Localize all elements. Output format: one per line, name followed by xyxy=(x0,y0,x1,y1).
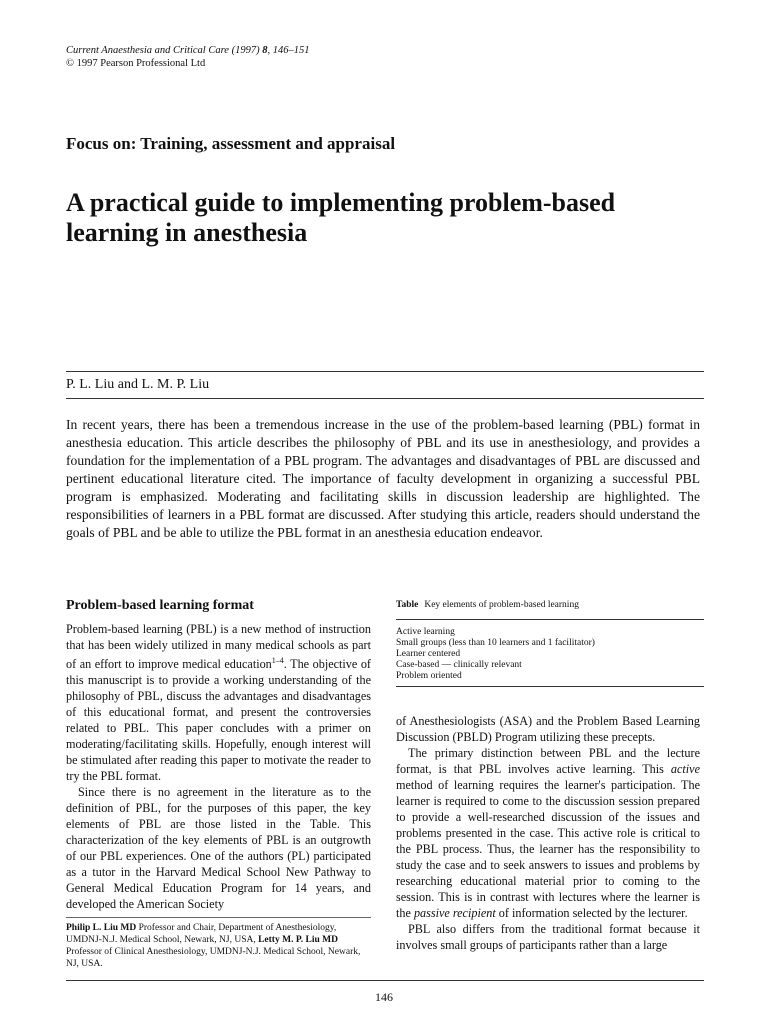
title-line-1: A practical guide to implementing problem-based xyxy=(66,188,616,217)
footnote-author-2: Letty M. P. Liu MD xyxy=(258,935,338,945)
table-row: Small groups (less than 10 learners and 1 facilitator) xyxy=(396,638,595,648)
emphasis-text: active xyxy=(670,762,700,776)
table-rule-bottom xyxy=(396,686,704,687)
journal-pages: , 146–151 xyxy=(267,45,310,56)
emphasis-text: passive recipient xyxy=(413,906,496,920)
journal-name: Current Anaesthesia and Critical Care xyxy=(66,45,229,56)
journal-volume: 8 xyxy=(262,45,268,56)
table-caption xyxy=(396,600,579,610)
table-row: Active learning xyxy=(396,627,455,637)
paragraph-text: . The objective of this manuscript is to provide a working understanding of the philosophy of PBL, discuss the advantages and disadvantages of this educational format, and present the controversies related to PBL. This paper concludes with a primer on moderating/facilitating skills. Hopefully, enough interest will be stimulated after reading this paper to motivate the reader to try the PBL format. xyxy=(66,657,371,784)
paragraph-text: of information selected by the lecturer. xyxy=(495,906,688,920)
author-footnote xyxy=(66,922,371,970)
journal-year: (1997) xyxy=(228,45,263,56)
paragraph-text: The primary distinction between PBL and the lecture format, is that PBL involves active learning. This xyxy=(396,746,700,776)
paragraph xyxy=(66,621,371,784)
table-row: Case-based — clinically relevant xyxy=(396,660,522,670)
page-bottom-rule xyxy=(66,980,704,981)
paragraph: of Anesthesiologists (ASA) and the Problem Based Learning Discussion (PBLD) Program utilizing these precepts. xyxy=(396,714,700,744)
footnote-affil-2: Professor of Clinical Anesthesiology, UMDNJ-N.J. Medical School, Newark, NJ, USA. xyxy=(66,947,361,969)
paragraph: PBL also differs from the traditional format because it involves small groups of participants rather than a large xyxy=(396,922,700,952)
author-rule-bottom xyxy=(66,398,704,399)
page-number: 146 xyxy=(375,990,393,1004)
table-rule-top xyxy=(396,619,704,620)
author-rule-top xyxy=(66,371,704,372)
right-column xyxy=(396,713,700,953)
section-kicker: Focus on: Training, assessment and appraisal xyxy=(66,134,396,153)
section-heading: Problem-based learning format xyxy=(66,598,254,613)
paragraph xyxy=(396,745,700,921)
journal-citation xyxy=(66,44,309,57)
reference-marker: 1–4 xyxy=(271,656,284,665)
table-label: Table xyxy=(396,600,419,610)
article-title xyxy=(66,188,716,248)
authors: P. L. Liu and L. M. P. Liu xyxy=(66,377,210,392)
left-column xyxy=(66,621,371,912)
abstract: In recent years, there has been a tremendous increase in the use of the problem-based learning (PBL) format in anesthesia education. This article describes the philosophy of PBL and its use in anesthesiology, and provides a foundation for the implementation of a PBL program. The advantages and disadvantages of PBL are discussed and pertinent educational literature cited. The importance of faculty development in organizing a successful PBL program is emphasized. Moderating and facilitating skills in discussion leadership are highlighted. The responsibilities of learners in a PBL format are discussed. After studying this article, readers should understand the goals of PBL and be able to utilize the PBL format in an anesthesia education endeavor. xyxy=(66,417,700,540)
paragraph-text: Problem-based learning (PBL) is a new method of instruction that has been widely utilized in many medical schools as part of an effort to improve medical education xyxy=(66,622,371,672)
table-row: Problem oriented xyxy=(396,671,462,681)
paragraph: Since there is no agreement in the literature as to the definition of PBL, for the purposes of this paper, the key elements of PBL are those listed in the Table. This characterization of the key elements of PBL is an outgrowth of our PBL experiences. One of the authors (PL) participated as a tutor in the Harvard Medical School New Pathway to General Medical Education Program for 14 years, and developed the American Society xyxy=(66,785,371,912)
key-elements-table xyxy=(396,627,704,682)
table-row: Learner centered xyxy=(396,649,461,659)
copyright-line: © 1997 Pearson Professional Ltd xyxy=(66,58,206,69)
footnote-author-1: Philip L. Liu MD xyxy=(66,923,137,933)
footnote-rule xyxy=(66,917,371,918)
table-caption-text: Key elements of problem-based learning xyxy=(424,600,579,610)
footnote-affil-1: Professor and Chair, Department of Anesthesiology, UMDNJ-N.J. Medical School, Newark, NJ, USA, xyxy=(66,923,337,945)
title-line-2: learning in anesthesia xyxy=(66,218,308,247)
paragraph-text: method of learning requires the learner's participation. The learner is required to come to the discussion session prepared to provide a well-researched discussion of the issues and problems presented in the case. This active role is critical to the PBL process. Thus, the learner has the responsibility to study the case and to seek answers to issues and problems by researching educational material prior to coming to the session. This is in contrast with lectures where the learner is the xyxy=(396,778,700,920)
